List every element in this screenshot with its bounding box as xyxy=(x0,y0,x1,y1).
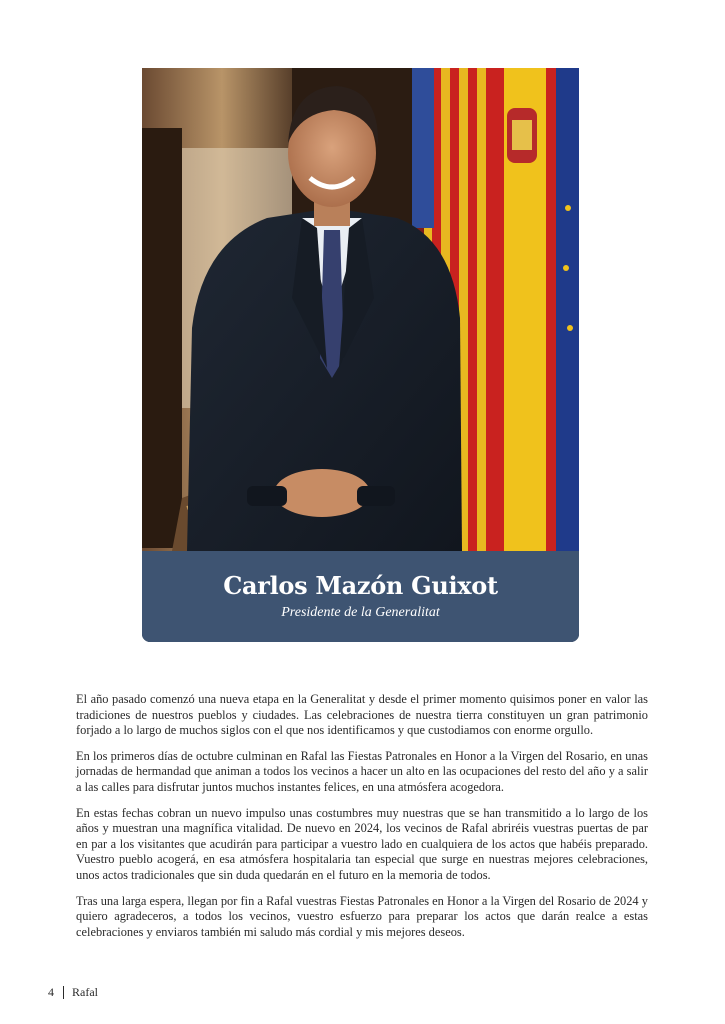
publication-name: Rafal xyxy=(72,985,98,999)
page-number: 4 xyxy=(48,985,54,999)
portrait-caption xyxy=(142,551,579,642)
page-footer xyxy=(48,985,98,1000)
portrait-card xyxy=(142,68,579,642)
person-name: Carlos Mazón Guixot xyxy=(223,571,498,600)
paragraph: En estas fechas cobran un nuevo impulso unas costumbres muy nuestras que se han transmitido a lo largo de los años y muestran una magnífica vitalidad. De nuevo en 2024, los vecinos de Rafal abriréis vuestras puertas de par en par a los visitantes que acudirán para participar a vuestro lado en cualquiera de los actos que habéis preparado. Vuestro pueblo acogerá, en esa atmósfera hospitalaria tan especial que surge en nuestras mejores celebraciones, unos actos tradicionales que sin duda quedarán en el futuro en la memoria de todos. xyxy=(76,805,648,882)
spain-flag xyxy=(494,68,556,551)
paragraph: Tras una larga espera, llegan por fin a Rafal vuestras Fiestas Patronales en Honor a la Virgen del Rosario de 2024 y quiero agradeceros, a todos los vecinos, vuestro esfuerzo para preparar los actos que darán realce a estas celebraciones y enviaros también mi saludo más cordial y mis mejores deseos. xyxy=(76,893,648,939)
footer-divider xyxy=(63,986,64,999)
paragraph: El año pasado comenzó una nueva etapa en la Generalitat y desde el primer momento quisimos poner en valor las tradiciones de nuestros pueblos y ciudades. Las celebraciones de nuestra tierra constituyen un gran patrimonio forjado a lo largo de muchos siglos con el que nos identificamos y que custodiamos con enorme orgullo. xyxy=(76,692,648,738)
portrait-photo xyxy=(142,68,579,551)
eu-flag xyxy=(556,68,579,551)
person-title: Presidente de la Generalitat xyxy=(281,605,440,620)
letter-body xyxy=(76,692,648,950)
paragraph: En los primeros días de octubre culminan en Rafal las Fiestas Patronales en Honor a la Virgen del Rosario, en unas jornadas de hermandad que animan a todos los vecinos a hacer un alto en las ocupaciones del resto del año y a salir a las calles para disfrutar juntos muchos instantes felices, en una atmósfera acogedora. xyxy=(76,748,648,794)
